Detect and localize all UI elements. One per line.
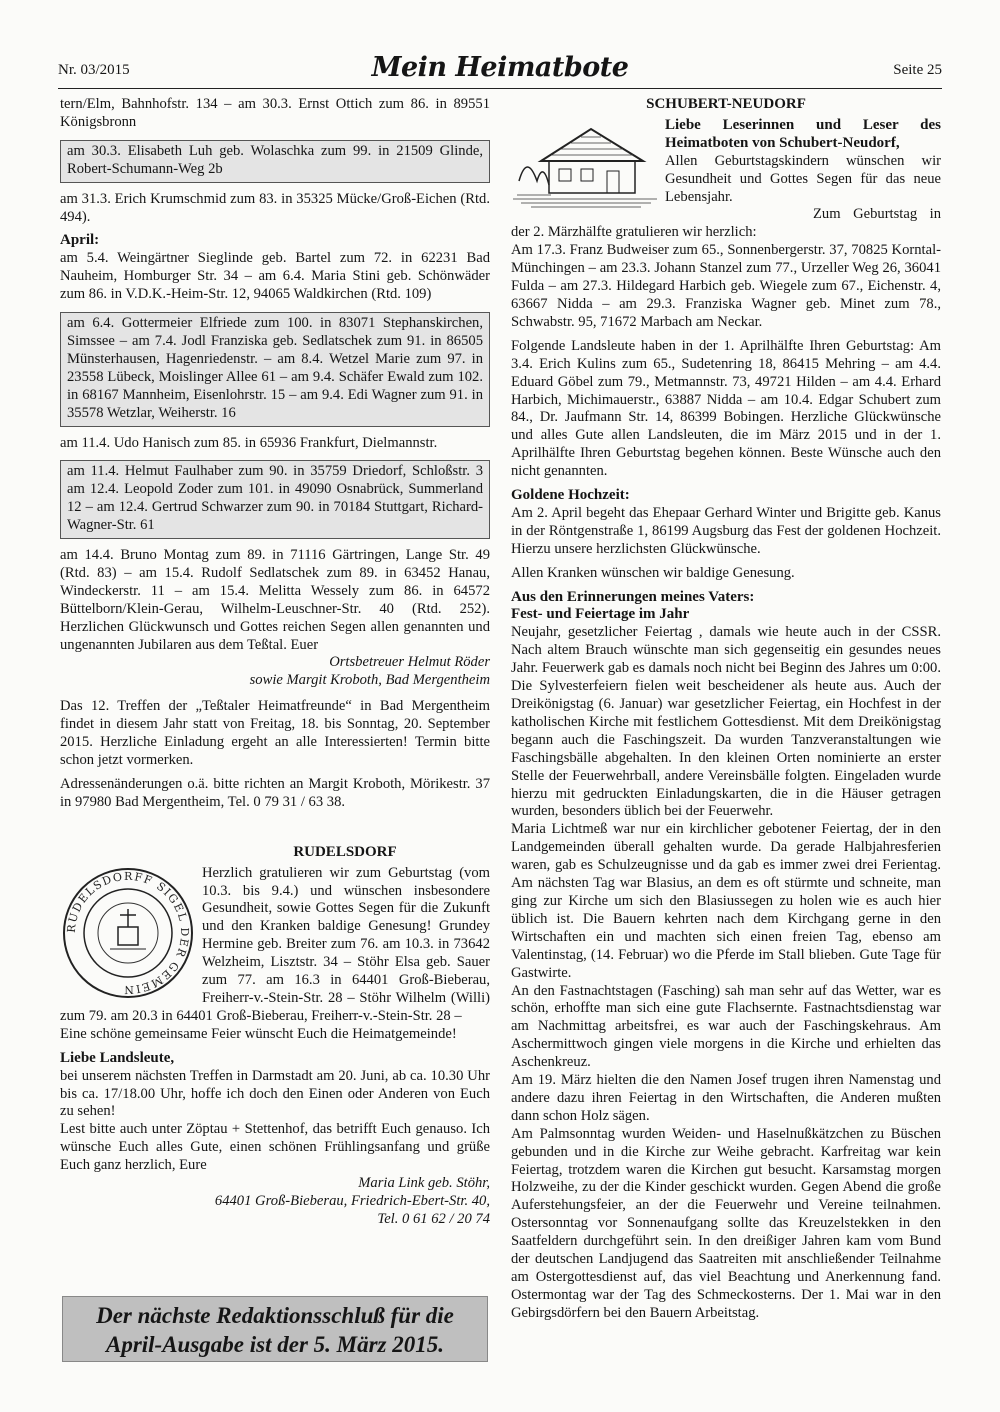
paragraph: Das 12. Treffen der „Teßtaler Heimatfreunde“ in Bad Mergentheim findet in diesem Jahr statt von Freitag, 18. bis Sonntag, 20. September 2015. Herzliche Einladung ergeht an alle Interessierten! Termin bitte schon jetzt vormerken. xyxy=(60,698,490,768)
paragraph: Herzlich gratulieren wir zum Geburtstag (vom 10.3. bis 9.4.) und wünschen insbesondere Gesundheit, sowie Gottes Segen für die Zukunft und den Kranken baldige Genesung! Grundey Hermine geb. Breiter zum 76. am 10.3. in 73642 Welzheim, Lisztstr. 34 – Stöhr Elsa geb. Sauer zum 77. am 16.3 in 64401 Groß-Bieberau, Freiherr-v.-Stein-Str. 28 – Stöhr Wilhelm (Willi) zum 79. am 20.3 in 64401 Groß-Bieberau, Freiherr-v.-Stein-Str. 28 – xyxy=(60,864,490,1024)
house-illustration-icon xyxy=(511,121,659,211)
signature: Ortsbetreuer Helmut Röder xyxy=(329,654,490,671)
deadline-banner xyxy=(62,1296,488,1362)
paragraph: Am Palmsonntag wurden Weiden- und Haselnußkätzchen zu Büschen gebunden und in die Kirche zur Weihe gebracht. Karfreitag war kein Feiertag, trotzdem waren die Kirchen gut besucht. Karsamstag morgen Holzweihe, zu der die Kinder geschickt wurden. Gegen Abend die große Auferstehungsfeier, an der die Feuerwehr und Vereine teilnahmen. Ostersonntag vor Sonnenaufgang sollte das Kreuzelstekken in den Saatfeldern durchgeführt sein. In den dreißiger Jahren kam vom Bund der deutschen Landjugend das Saatreiten mit anschließender Teilnahme am Ostergottesdienst auf, das viel Beachtung und Anerkennung fand. Ostermontag war der Tag des Schmeckosterns. Der 1. Mai war in den Gebirgsdörfern bei den Bauern Arbeitstag. xyxy=(511,1125,941,1321)
paragraph: Eine schöne gemeinsame Feier wünscht Euch die Heimatgemeinde! xyxy=(60,1025,457,1042)
paragraph: am 11.4. Udo Hanisch zum 85. in 65936 Frankfurt, Dielmannstr. xyxy=(60,434,438,451)
left-column xyxy=(60,96,490,1229)
rudelsdorf-seal-icon xyxy=(60,865,196,1001)
paragraph: am 14.4. Bruno Montag zum 89. in 71116 Gärtringen, Lange Str. 49 (Rtd. 83) – am 15.4. Rudolf Sedlatschek zum 89. in 63452 Hanau, Windeckerstr. 11 – am 15.4. Melitta Wessely zum 86. in 64572 Büttelborn/Klein-Gerau, Wilhelm-Leuschner-Str. 40 (Rtd. 252). Herzlichen Glückwunsch und Gottes reichen Segen allen genannten und ungenannten Jubilaren aus dem Teßtal. Euer xyxy=(60,547,490,653)
paragraph: Adressenänderungen o.ä. bitte richten an Margit Kroboth, Mörikestr. 37 in 97980 Bad Mergentheim, Tel. 0 79 31 / 63 38. xyxy=(60,775,490,810)
section-heading-rudelsdorf: RUDELSDORF xyxy=(293,843,397,860)
paragraph: Lest bitte auch unter Zöptau + Stettenhof, das betrifft Euch genauso. Ich wünsche Euch alles Gute, einen schönen Frühlingsanfang und grüße Euch ganz herzlich, Eure xyxy=(60,1121,490,1174)
section-subheading-holidays: Fest- und Feiertage im Jahr xyxy=(511,606,690,623)
signature: sowie Margit Kroboth, Bad Mergentheim xyxy=(249,672,490,689)
page-number: Seite 25 xyxy=(893,62,942,78)
paragraph: Neujahr, gesetzlicher Feiertag , damals wie heute auch in der CSSR. Nach altem Brauch wünschte man sich gegenseitig ein gesundes neues Jahr. Feuerwerk gab es damals noch nicht bei Beginn des Jahres um 0:00. Die Sylvesterfeiern fielen weit bescheidener als heute aus. Auch der Dreikönigstag (6. Januar) war gesetzlicher Feiertag, ein Hochfest in der katholischen Kirche mit festlichem Gottesdienst. Mit dem Dreikönigstag begann auch die Faschingszeit. Da wurden Tanzveranstaltungen wie Faschingsbälle abgehalten. In den kleinen Orten nominierte an erster Stelle der Feuerwehrball, andere Vereinsbälle folgten. Eingeladen wurde hierzu mit gedruckten Einladungskarten, die in die Häuser getragen wurden, besonders üblich bei der Feuerwehr. xyxy=(511,624,941,820)
page-header xyxy=(58,52,942,89)
paragraph: Zum Geburtstag in der 2. Märzhälfte gratulieren wir herzlich: xyxy=(511,206,941,241)
signature: Tel. 0 61 62 / 20 74 xyxy=(377,1210,490,1227)
issue-number: Nr. 03/2015 xyxy=(58,62,130,78)
paragraph: bei unserem nächsten Treffen in Darmstadt am 20. Juni, ab ca. 10.30 Uhr bis ca. 17/18.00 Uhr, hoffe ich doch den Einen oder Anderen von Euch zu sehen! xyxy=(60,1067,490,1120)
seal-inscription: RUDELSDORFF SIGEL DER GEMEIN xyxy=(64,869,192,996)
banner-line: April-Ausgabe ist der 5. März 2015. xyxy=(105,1332,444,1357)
greeting: Liebe Leserinnen und Leser des Heimatboten von Schubert-Neudorf, xyxy=(665,116,941,151)
highlight-box: am 11.4. Helmut Faulhaber zum 90. in 35759 Driedorf, Schloßstr. 3 am 12.4. Leopold Zoder zum 101. in 49090 Osnabrück, Summerland 12 – am 12.4. Gertrud Schwarzer zum 90. in 70184 Stuttgart, Richard-Wagner-Str. 61 xyxy=(60,460,490,539)
paragraph: tern/Elm, Bahnhofstr. 134 – am 30.3. Ernst Ottich zum 86. in 89551 Königsbronn xyxy=(60,96,490,130)
section-heading-golden-wedding: Goldene Hochzeit: xyxy=(511,487,630,504)
paragraph: am 5.4. Weingärtner Sieglinde geb. Bartel zum 72. in 62231 Bad Nauheim, Homburger Str. 34 – am 6.4. Maria Stini geb. Schönwäder zum 86. in V.D.K.-Heim-Str. 12, 94065 Waldkirchen (Rtd. 109) xyxy=(60,250,490,303)
section-heading-april: April: xyxy=(60,232,100,249)
highlight-box: am 30.3. Elisabeth Luh geb. Wolaschka zum 99. in 21509 Glinde, Robert-Schumann-Weg 2b xyxy=(60,140,490,183)
section-heading-landsleute: Liebe Landsleute, xyxy=(60,1049,175,1066)
paragraph: Allen Kranken wünschen wir baldige Genesung. xyxy=(511,564,795,581)
paragraph: An den Fastnachtstagen (Fasching) sah man sehr auf das Wetter, war es schön, erhoffte man sich eine gute Flachsernte. Fastnachtsdienstag war am Nachmittag arbeitsfrei, es war auch der Faschingskehraus. Am Aschermittwoch gingen viele morgens in die Kirche und erhielten das Aschenkreuz. xyxy=(511,982,941,1071)
paragraph: Maria Lichtmeß war nur ein kirchlicher gebotener Feiertag, der in den Landgemeinden überall gehalten wurde. Da gerade Halbjahresferien waren, gab es Schulzeugnisse und da gab es immer zwei drei Ferientag. Am nächsten Tag war Blasius, an dem es oft stürmte und schneite, man ging zur Kirche um sich den Blasiussegen zu holen wie es auch hier üblich ist. Die Bauern kehrten nach dem Kirchgang gerne in den Wirtschaften ein und machten sich einen freien Tag, ebenso am Valentinstag, (14. Februar) wo die Pferde im Stall blieben. Gute Tage für Gastwirte. xyxy=(511,821,941,981)
paragraph: Allen Geburtstagskindern wünschen wir Gesundheit und Gottes Segen für das neue Lebensjahr. xyxy=(665,152,941,205)
section-heading-memories: Aus den Erinnerungen meines Vaters: xyxy=(511,588,755,605)
paragraph: Am 2. April begeht das Ehepaar Gerhard Winter und Brigitte geb. Kanus in der Röntgenstraße 1, 86199 Augsburg das Fest der goldenen Hochzeit. Hierzu unsere herzlichsten Glückwünsche. xyxy=(511,504,941,557)
signature: 64401 Groß-Bieberau, Friedrich-Ebert-Str. 40, xyxy=(214,1192,490,1209)
masthead-logo: Mein Heimatbote xyxy=(371,52,629,83)
highlight-box: am 6.4. Gottermeier Elfriede zum 100. in 83071 Stephanskirchen, Simssee – am 7.4. Jodl Franziska geb. Sedlatschek zum 91. in 86505 Münsterhausen, Hagenriedenstr. – am 8.4. Wetzel Marie zum 97. in 23558 Lübeck, Moislinger Allee 61 – am 9.4. Schäfer Ewald zum 102. in 68167 Mannheim, Eisenlohrstr. 15 – am 9.4. Edi Wagner zum 91. in 35578 Wetzlar, Weiherstr. 16 xyxy=(60,312,490,426)
paragraph: am 31.3. Erich Krumschmid zum 83. in 35325 Mücke/Groß-Eichen (Rtd. 494). xyxy=(60,190,490,225)
banner-line: Der nächste Redaktionsschluß für die xyxy=(96,1303,454,1328)
right-column xyxy=(511,96,941,1323)
paragraph: Am 17.3. Franz Budweiser zum 65., Sonnenbergerstr. 37, 70825 Korntal-Münchingen – am 23.3. Johann Stanzel zum 77., Urzeller Weg 26, 36041 Fulda – am 27.3. Hildegard Harbich geb. Wiegele zum 67., Eichenstr. 4, 63667 Nidda – am 29.3. Franziska Wagner geb. Minet zum 78., Schwabstr. 95, 71672 Marbach am Neckar. xyxy=(511,242,941,330)
section-heading-schubert-neudorf: SCHUBERT-NEUDORF xyxy=(646,96,806,112)
signature: Maria Link geb. Stöhr, xyxy=(358,1175,490,1192)
paragraph: Folgende Landsleute haben in der 1. Aprilhälfte Ihren Geburtstag: Am 3.4. Erich Kulins zum 65., Sudetenring 18, 86415 Mehring – am 4.4. Eduard Göbel zum 79., Metmannstr. 73, 49721 Hilden – am 4.4. Erhard Harbich, Michimauerstr., 63887 Nidda – am 10.4. Edgar Schubert zum 84., Dr. Jaufmann Str. 14, 86399 Bobingen. Herzliche Glückwünsche und alles Gute allen Landsleuten, die im März 2015 und in der 1. Aprilhälfte Ihren Geburtstag begehen können. Beste Wünsche auch den nicht genannten. xyxy=(511,337,941,480)
paragraph: Am 19. März hielten die den Namen Josef trugen ihren Namenstag und andere dazu ihren Feiertag in den Wirtschaften, die Anderen mußten dann schon Holz sägen. xyxy=(511,1072,941,1124)
